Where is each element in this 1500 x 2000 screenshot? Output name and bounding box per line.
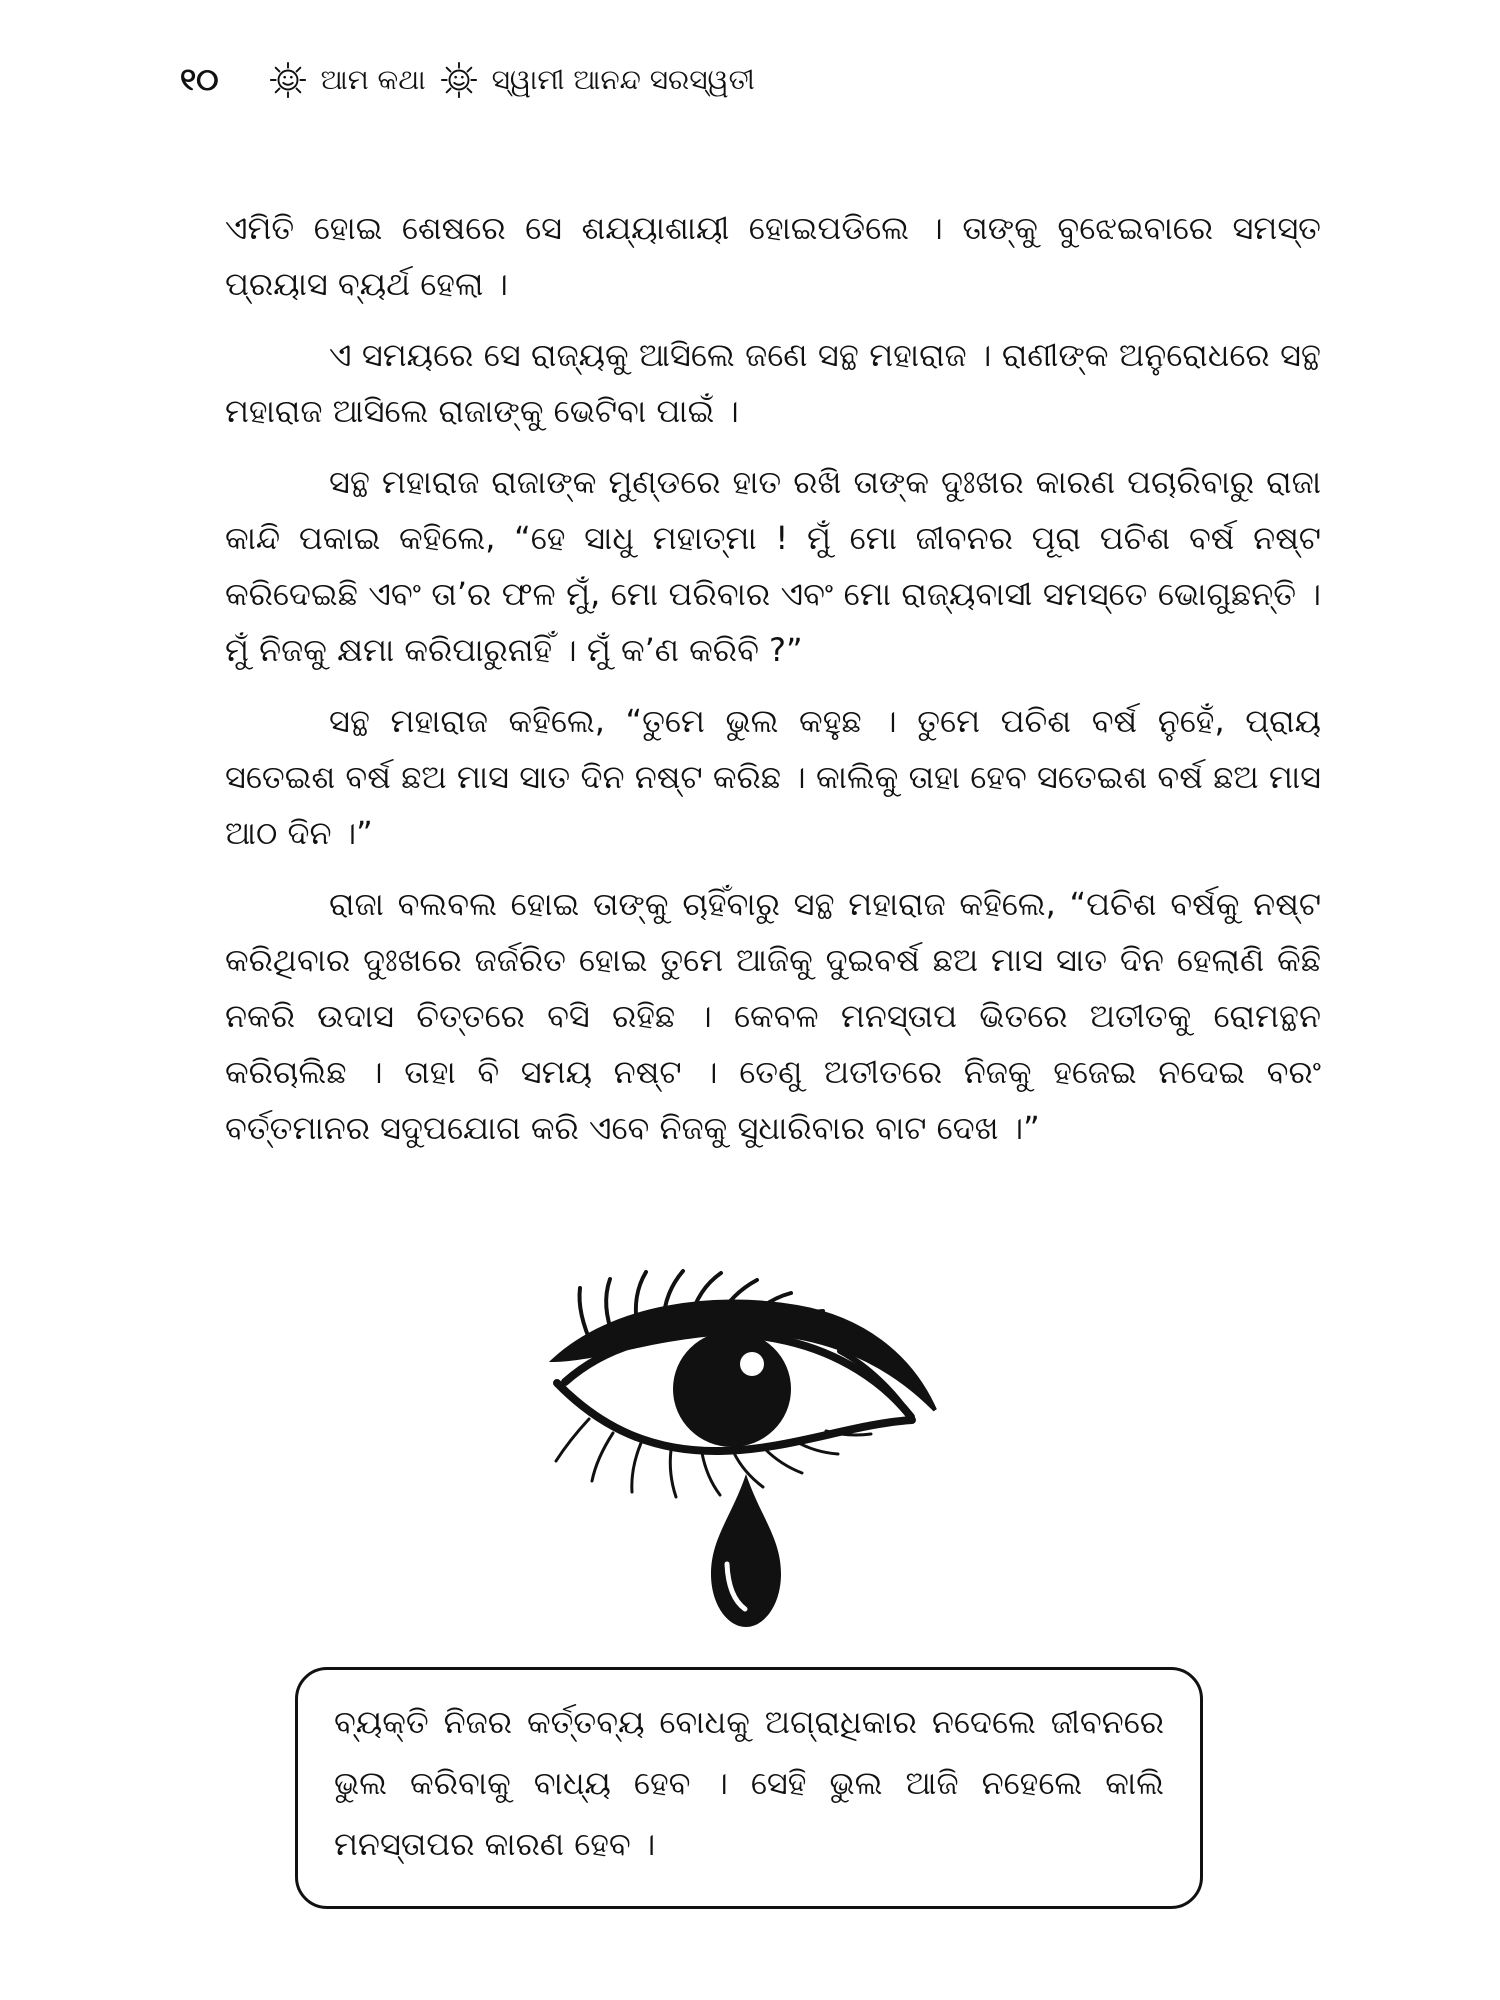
sun-face-icon: [269, 61, 307, 99]
author-name: ସ୍ୱାମୀ ଆନନ୍ଦ ସରସ୍ୱତୀ: [491, 63, 755, 96]
story-paragraph: ଏମିତି ହୋଇ ଶେଷରେ ସେ ଶଯ୍ୟାଶାୟୀ ହୋଇପଡିଲେ । ତାଙ୍କୁ ବୁଝେଇବାରେ ସମସ୍ତ ପ୍ରୟାସ ବ୍ୟର୍ଥ ହେଲା ।: [225, 209, 1321, 303]
crying-eye-icon: [530, 1262, 970, 1642]
running-header: [180, 58, 755, 102]
main-story-text: [225, 200, 1321, 1156]
story-paragraph: ରାଜା ବଲବଲ ହୋଇ ତାଙ୍କୁ ଚାହିଁବାରୁ ସନ୍ଥ ମହାରାଜ କହିଲେ, “ପଚିଶ ବର୍ଷକୁ ନଷ୍ଟ କରିଥିବାର ଦୁଃଖରେ ଜର୍ଜରିତ ହୋଇ ତୁମେ ଆଜିକୁ ଦୁଇବର୍ଷ ଛଅ ମାସ ସାତ ଦିନ ହେଲାଣି କିଛି ନକରି ଉଦାସ ଚିତ୍ତରେ ବସି ରହିଛ । କେବଳ ମନସ୍ତାପ ଭିତରେ ଅତୀତକୁ ରୋମନ୍ଥନ କରିଚାଲିଛ । ତାହା ବି ସମୟ ନଷ୍ଟ । ତେଣୁ ଅତୀତରେ ନିଜକୁ ହଜେଇ ନଦେଇ ବରଂ ବର୍ତ୍ତମାନର ସଦୁପଯୋଗ କରି ଏବେ ନିଜକୁ ସୁଧାରିବାର ବାଟ ଦେଖ ।”: [225, 885, 1321, 1147]
page-number: ୧୦: [180, 61, 219, 98]
story-paragraph: ସନ୍ଥ ମହାରାଜ କହିଲେ, “ତୁମେ ଭୁଲ କହୁଛ । ତୁମେ ପଚିଶ ବର୍ଷ ନୁହେଁ, ପ୍ରାୟ ସତେଇଶ ବର୍ଷ ଛଅ ମାସ ସାତ ଦିନ ନଷ୍ଟ କରିଛ । କାଲିକୁ ତାହା ହେବ ସତେଇଶ ବର୍ଷ ଛଅ ମାସ ଆଠ ଦିନ ।”: [225, 702, 1321, 852]
sun-face-icon: [440, 61, 478, 99]
story-paragraph: ଏ ସମୟରେ ସେ ରାଜ୍ୟକୁ ଆସିଲେ ଜଣେ ସନ୍ଥ ମହାରାଜ । ରାଣୀଙ୍କ ଅନୁରୋଧରେ ସନ୍ଥ ମହାରାଜ ଆସିଲେ ରାଜାଙ୍କୁ ଭେଟିବା ପାଇଁ ।: [225, 336, 1321, 430]
story-paragraph: ସନ୍ଥ ମହାରାଜ ରାଜାଙ୍କ ମୁଣ୍ଡରେ ହାତ ରଖି ତାଙ୍କ ଦୁଃଖର କାରଣ ପଚାରିବାରୁ ରାଜା କାନ୍ଦି ପକାଇ କହିଲେ, “ହେ ସାଧୁ ମହାତ୍ମା ! ମୁଁ ମୋ ଜୀବନର ପୂରା ପଚିଶ ବର୍ଷ ନଷ୍ଟ କରିଦେଇଛି ଏବଂ ତା’ର ଫଳ ମୁଁ, ମୋ ପରିବାର ଏବଂ ମୋ ରାଜ୍ୟବାସୀ ସମସ୍ତେ ଭୋଗୁଛନ୍ତି । ମୁଁ ନିଜକୁ କ୍ଷମା କରିପାରୁନାହିଁ । ମୁଁ କ’ଣ କରିବି ?”: [225, 463, 1321, 669]
moral-quote-text: ବ୍ୟକ୍ତି ନିଜର କର୍ତ୍ତବ୍ୟ ବୋଧକୁ ଅଗ୍ରାଧିକାର ନଦେଲେ ଜୀବନରେ ଭୁଲ କରିବାକୁ ବାଧ୍ୟ ହେବ । ସେହି ଭୁଲ ଆଜି ନହେଲେ କାଲି ମନସ୍ତାପର କାରଣ ହେବ ।: [334, 1703, 1164, 1863]
book-title: ଆମ କଥା: [320, 63, 426, 96]
moral-quote-box: [295, 1667, 1203, 1909]
